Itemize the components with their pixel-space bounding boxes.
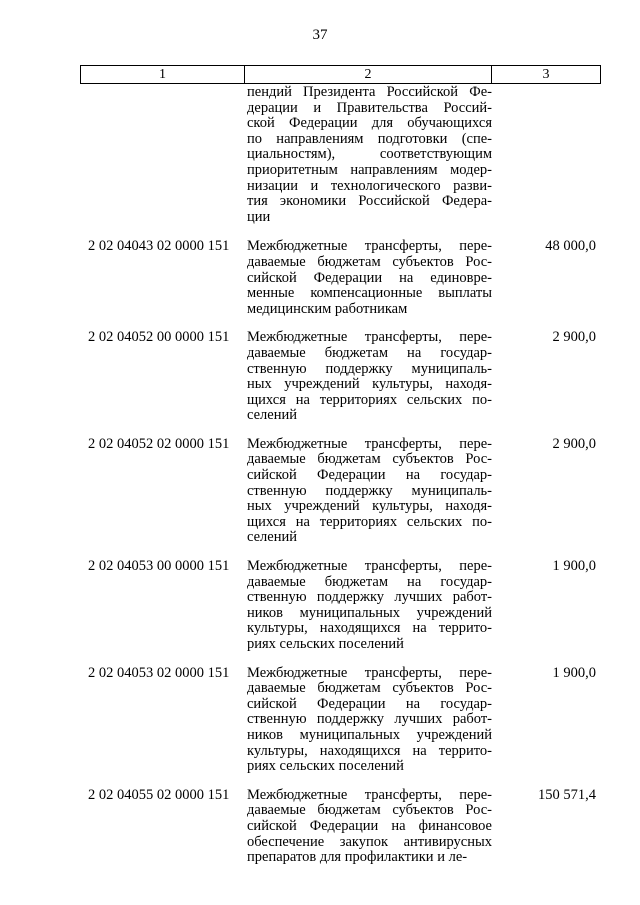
description-line: сийской Федерации на финансовое: [247, 817, 492, 834]
row-amount: 1 900,0: [552, 558, 596, 575]
column-header-3: 3: [542, 67, 550, 82]
table-row: [80, 437, 601, 546]
description-line: даваемые бюджетам субъектов Рос-: [247, 680, 492, 697]
description-line: пендий Президента Российской Фе-: [247, 84, 492, 100]
table-column-header: [80, 65, 601, 84]
row-amount: 1 900,0: [552, 664, 596, 681]
description-line: Межбюджетные трансферты, пере-: [247, 329, 492, 346]
description-line: даваемые бюджетам субъектов Рос-: [247, 802, 492, 819]
description-line: ственную поддержку лучших работ-: [247, 711, 492, 728]
budget-code: 2 02 04043 02 0000 151: [88, 238, 230, 255]
row-amount: 48 000,0: [545, 238, 596, 255]
row-description: [247, 437, 492, 546]
description-line: медицинским работникам: [247, 300, 408, 317]
table-body: [80, 85, 601, 879]
row-description: [247, 559, 492, 653]
column-header-1: 1: [81, 66, 245, 83]
description-line: даваемые бюджетам на государ-: [247, 344, 492, 361]
description-line: сийской Федерации на государ-: [247, 695, 492, 712]
table-row: [80, 330, 601, 424]
row-description: [247, 666, 492, 775]
row-description: [247, 85, 492, 225]
description-line: ных учреждений культуры, находя-: [247, 498, 492, 515]
description-line: культуры, находящихся на террито-: [247, 620, 492, 637]
description-line: дерации и Правительства Россий-: [247, 99, 492, 116]
page-number: 37: [312, 27, 328, 43]
row-amount: 2 900,0: [552, 329, 596, 346]
description-line: ников муниципальных учреждений: [247, 726, 492, 743]
description-line: Межбюджетные трансферты, пере-: [247, 238, 492, 255]
description-line: Межбюджетные трансферты, пере-: [247, 664, 492, 681]
description-line: ных учреждений культуры, находя-: [247, 376, 492, 393]
row-amount: [492, 85, 601, 225]
budget-code: 2 02 04053 00 0000 151: [88, 558, 230, 575]
description-line: препаратов для профилактики и ле-: [247, 849, 468, 866]
row-description: [247, 239, 492, 317]
description-line: низации и технологического разви-: [247, 177, 492, 194]
budget-code: 2 02 04052 02 0000 151: [88, 435, 230, 452]
description-line: ственную поддержку муниципаль-: [247, 482, 492, 499]
budget-code: 2 02 04052 00 0000 151: [88, 329, 230, 346]
description-line: приоритетным направлениям модер-: [247, 161, 492, 178]
row-description: [247, 330, 492, 424]
description-line: сийской Федерации на единовре-: [247, 269, 492, 286]
description-line: ской Федерации для обучающихся: [247, 115, 492, 132]
row-amount: 150 571,4: [538, 786, 596, 803]
table-row: [80, 788, 601, 866]
description-line: обеспечение закупок антивирусных: [247, 833, 492, 850]
table-row: [80, 559, 601, 653]
description-line: ников муниципальных учреждений: [247, 604, 492, 621]
description-line: даваемые бюджетам на государ-: [247, 573, 492, 590]
row-amount: 2 900,0: [552, 435, 596, 452]
budget-code: 2 02 04053 02 0000 151: [88, 664, 230, 681]
description-line: Межбюджетные трансферты, пере-: [247, 435, 492, 452]
column-header-2: 2: [245, 66, 492, 83]
description-line: тия экономики Российской Федера-: [247, 193, 492, 210]
description-line: риях сельских поселений: [247, 758, 404, 775]
description-line: ции: [247, 208, 271, 225]
description-line: циальностям), соответствующим: [247, 146, 492, 163]
description-line: Межбюджетные трансферты, пере-: [247, 786, 492, 803]
description-line: селений: [247, 529, 297, 546]
description-line: ственную поддержку лучших работ-: [247, 589, 492, 606]
row-description: [247, 788, 492, 866]
description-line: даваемые бюджетам субъектов Рос-: [247, 253, 492, 270]
description-line: культуры, находящихся на террито-: [247, 742, 492, 759]
table-row: [80, 85, 601, 225]
description-line: даваемые бюджетам субъектов Рос-: [247, 451, 492, 468]
description-line: ственную поддержку муниципаль-: [247, 360, 492, 377]
description-line: по направлениям подготовки (спе-: [247, 130, 492, 147]
description-line: менные компенсационные выплаты: [247, 285, 492, 302]
description-line: Межбюджетные трансферты, пере-: [247, 558, 492, 575]
budget-code: 2 02 04055 02 0000 151: [88, 786, 230, 803]
description-line: щихся на территориях сельских по-: [247, 513, 492, 530]
table-row: [80, 666, 601, 775]
table-row: [80, 239, 601, 317]
description-line: риях сельских поселений: [247, 636, 404, 652]
description-line: щихся на территориях сельских по-: [247, 391, 492, 408]
description-line: сийской Федерации на государ-: [247, 467, 492, 484]
description-line: селений: [247, 407, 297, 424]
budget-code: [80, 85, 247, 225]
